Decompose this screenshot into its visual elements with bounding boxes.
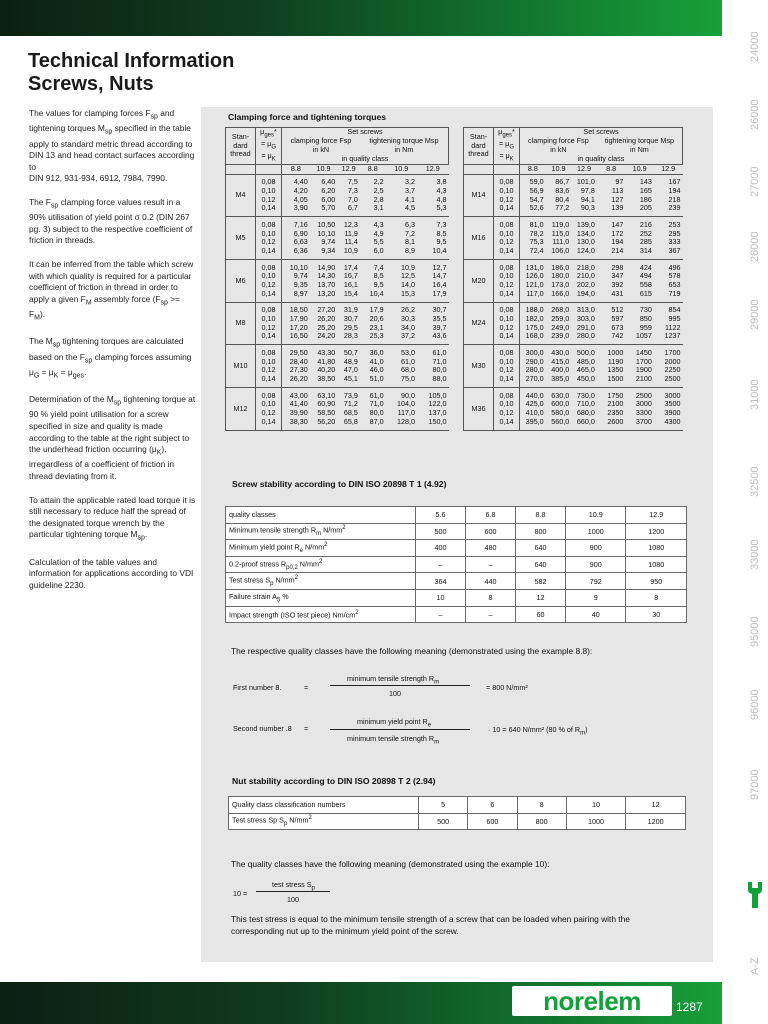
table-cell: 950: [626, 573, 687, 590]
row-label: Minimum yield point $R_e$ $N/mm^2$: [226, 540, 416, 557]
table-cell: 6,40 6,20 6,00 5,70: [310, 174, 338, 217]
table-cell: 12: [515, 589, 565, 606]
first-denominator: 100: [389, 689, 401, 698]
table-cell: 29,50 28,40 27,30 26,20: [282, 345, 310, 388]
mu-values: 0,08 0,10 0,12 0,14: [494, 302, 520, 345]
tightening-torque-header: tightening torque Msp in Nm: [360, 137, 449, 155]
mu-values: 0,08 0,10 0,12 0,14: [494, 260, 520, 303]
side-tab-96000[interactable]: 96000: [749, 689, 761, 720]
side-tab-32500[interactable]: 32500: [749, 466, 761, 497]
thread-size: M16: [464, 217, 494, 260]
second-number-label: Second number .8: [233, 724, 292, 733]
table-cell: 500: [419, 813, 468, 830]
row-label: Quality class classification numbers: [229, 797, 419, 814]
table-cell: 5: [419, 797, 468, 814]
table-cell: –: [465, 556, 515, 573]
table-cell: 53,0 61,0 68,0 75,0: [386, 345, 417, 388]
table-cell: 97 113 127 139: [597, 174, 626, 217]
table-cell: 900: [565, 540, 626, 557]
side-tab-28000[interactable]: 28000: [749, 231, 761, 262]
table-cell: 1750 2100 2350 2600: [597, 388, 626, 431]
table-cell: 1000: [566, 813, 626, 830]
table-cell: 12.9: [626, 507, 687, 524]
wrench-icon: [746, 880, 764, 910]
quality-col-header: 10.9: [625, 165, 654, 175]
table-cell: 480: [465, 540, 515, 557]
table-cell: 167 194 218 239: [654, 174, 683, 217]
second-eq: =: [304, 724, 309, 733]
brand-logo-text: norelem: [543, 985, 641, 1016]
table-cell: 90,0 104,0 117,0 128,0: [386, 388, 417, 431]
table-cell: 59,0 56,9 54,7 52,6: [520, 174, 546, 217]
side-tab-95000[interactable]: 95000: [749, 616, 761, 647]
first-numerator: minimum tensile strength $R_m$: [347, 674, 440, 686]
table-cell: 139,0 134,0 130,0 124,0: [571, 217, 597, 260]
table-cell: 10: [416, 589, 466, 606]
table-cell: 730 850 959 1057: [625, 302, 654, 345]
table-row: [226, 507, 687, 524]
table-row: [226, 540, 687, 557]
table-cell: 313,0 303,0 291,0 280,0: [571, 302, 597, 345]
table-cell: –: [416, 556, 466, 573]
table-cell: 1200: [626, 813, 686, 830]
quality-col-header: 12.9: [654, 165, 683, 175]
table-cell: 3000 3500 3900 4300: [654, 388, 683, 431]
table-cell: 298 347 392 431: [597, 260, 626, 303]
intro-paragraph: The values for clamping forces $F_{sp}$ and tightening torques $M_{sp}$ specified in the table apply to standard metric thread according to DIN 13 and head contact surfaces according to DIN 912, 931-934, 6912, 7984, 7990.: [29, 108, 195, 184]
mu-values: 0,08 0,10 0,12 0,14: [256, 260, 282, 303]
table-cell: 12,3 11,9 11,4 10,9: [337, 217, 360, 260]
table-cell: 7,5 7,3 7,0 6,7: [337, 174, 360, 217]
top-gradient-bar: [0, 0, 722, 36]
table-cell: 26,2 30,3 34,0 37,2: [386, 302, 417, 345]
quality-col-header: 8.8: [360, 165, 386, 175]
row-label: Impact strength (ISO test piece) $Nm/cm^2$: [226, 606, 416, 623]
table-cell: 5.6: [416, 507, 466, 524]
table-cell: 10: [566, 797, 626, 814]
intro-text-column: [29, 108, 197, 603]
nut-stability-heading: Nut stability according to DIN ISO 20898 T 2 (2.94): [232, 776, 436, 786]
side-tab-a-z[interactable]: A-Z: [749, 957, 761, 975]
screw-stability-table: [225, 506, 687, 623]
table-cell: 1700 2000 2250 2500: [654, 345, 683, 388]
table-cell: 600: [465, 523, 515, 540]
thread-size: M24: [464, 302, 494, 345]
table-cell: 50,7 48,9 47,0 45,1: [337, 345, 360, 388]
table-cell: 440,0 425,0 410,0 395,0: [520, 388, 546, 431]
right-tab-column: [722, 36, 768, 982]
table-cell: 792: [565, 573, 626, 590]
table-cell: 424 494 558 615: [625, 260, 654, 303]
nut-denominator: 100: [287, 895, 299, 904]
table-cell: 600: [468, 813, 517, 830]
second-denominator: minimum tensile strength $R_m$: [347, 734, 440, 746]
row-label: 0.2-proof stress $R_{p0,2}$ $N/mm^2$: [226, 556, 416, 573]
second-fraction-bar: [330, 729, 470, 730]
table-cell: 73,9 71,2 68,5 65,8: [337, 388, 360, 431]
side-tab-33000[interactable]: 33000: [749, 539, 761, 570]
table-cell: 8: [465, 589, 515, 606]
table-cell: 36,0 41,0 46,0 51,0: [360, 345, 386, 388]
thread-size: M36: [464, 388, 494, 431]
intro-paragraph: Determination of the $M_{sp}$ tightening torque at 90 % yield point utilisation for a screw specified in size and quality is made according to the table at the right subject to the underhead friction occurring $(\mu_K)$, irregardless of a coefficient of friction in thread deviating from it.: [29, 394, 196, 481]
table-cell: 640: [515, 540, 565, 557]
table-cell: 81,0 78,2 75,3 72,4: [520, 217, 546, 260]
set-screws-header: Set screws: [520, 128, 683, 138]
table-cell: 61,0 71,0 80,0 88,0: [417, 345, 448, 388]
table-cell: 430,0 415,0 400,0 385,0: [546, 345, 572, 388]
table-cell: 18,50 17,90 17,20 16,50: [282, 302, 310, 345]
table-cell: 268,0 259,0 249,0 239,0: [546, 302, 572, 345]
table-row: [226, 573, 687, 590]
screw-stability-heading: Screw stability according to DIN ISO 20898 T 1 (4.92): [232, 479, 447, 489]
table-cell: 8.8: [515, 507, 565, 524]
second-numerator: minimum yield point $R_e$: [357, 717, 432, 729]
table-cell: 496 578 653 719: [654, 260, 683, 303]
table-cell: 119,0 115,0 111,0 106,0: [546, 217, 572, 260]
table-cell: 8: [517, 797, 566, 814]
page-number: 1287: [676, 1000, 703, 1014]
nut-fraction-bar: [256, 891, 330, 892]
thread-size: M6: [226, 260, 256, 303]
table-cell: 61,0 71,0 80,0 87,0: [360, 388, 386, 431]
table-cell: 40: [565, 606, 626, 623]
clamping-heading: Clamping force and tightening torques: [228, 112, 387, 122]
table-cell: 1080: [626, 540, 687, 557]
table-cell: 14,90 14,30 13,70 13,20: [310, 260, 338, 303]
table-row: [226, 589, 687, 606]
table-cell: 2,2 2,5 2,8 3,1: [360, 174, 386, 217]
intro-paragraph: The $M_{sp}$ tightening torques are calculated based on the $F_{sp}$ clamping forces assuming $\mu_G = \mu_K = \mu_{ges}$.: [29, 336, 192, 380]
first-fraction-bar: [330, 685, 470, 686]
table-cell: 10.9: [565, 507, 626, 524]
quality-col-header: 8.8: [597, 165, 626, 175]
thread-size: M8: [226, 302, 256, 345]
table-cell: 10,9 12,5 14,0 15,3: [386, 260, 417, 303]
intro-paragraph: Calculation of the table values and information for applications according to VDI guideline 2230.: [29, 556, 194, 590]
table-cell: 63,10 60,90 58,50 56,20: [310, 388, 338, 431]
table-cell: 730,0 710,0 680,0 660,0: [571, 388, 597, 431]
table-cell: 186,0 180,0 173,0 166,0: [546, 260, 572, 303]
table-cell: 300,0 290,0 280,0 270,0: [520, 345, 546, 388]
meaning-intro: The respective quality classes have the following meaning (demonstrated using the example 8.8):: [231, 646, 593, 656]
in-quality-header: in quality class: [520, 155, 683, 165]
clamping-force-header: clamping force Fsp in kN: [520, 137, 597, 155]
table-cell: 854 995 1122 1237: [654, 302, 683, 345]
table-cell: 500: [416, 523, 466, 540]
thread-size: M20: [464, 260, 494, 303]
table-row: [229, 797, 686, 814]
table-cell: 6: [468, 797, 517, 814]
row-label: Test stress Sp $S_p$ $N/mm^2$: [229, 813, 419, 830]
first-eq: =: [304, 683, 309, 692]
table-cell: 3,8 4,3 4,8 5,3: [417, 174, 448, 217]
first-number-label: First number 8.: [233, 683, 282, 692]
row-label: quality classes: [226, 507, 416, 524]
table-cell: 7,3 8,5 9,5 10,4: [417, 217, 448, 260]
table-cell: 101,0 97,8 94,1 90,3: [571, 174, 597, 217]
clamping-table-right: [463, 127, 683, 431]
side-tab-27000[interactable]: 27000: [749, 166, 761, 197]
table-cell: 10,10 9,74 9,35 8,97: [282, 260, 310, 303]
nut-meaning-intro: The quality classes have the following meaning (demonstrated using the example 10):: [231, 859, 550, 869]
table-cell: 30,7 35,5 39,7 43,6: [417, 302, 448, 345]
side-tab-97000[interactable]: 97000: [749, 769, 761, 800]
title-line-2: Screws, Nuts: [28, 73, 154, 95]
table-cell: 31,9 30,7 29,5 28,3: [337, 302, 360, 345]
nut-stability-table: [228, 796, 686, 830]
table-cell: 6,3 7,2 8,1 8,9: [386, 217, 417, 260]
table-cell: 43,00 41,40 39,90 38,30: [282, 388, 310, 431]
table-cell: 400: [416, 540, 466, 557]
thread-size: M14: [464, 174, 494, 217]
mu-values: 0,08 0,10 0,12 0,14: [256, 174, 282, 217]
table-cell: 2500 3000 3300 3700: [625, 388, 654, 431]
row-label: Minimum tensile strength $R_m$ $N/mm^2$: [226, 523, 416, 540]
table-row: [226, 556, 687, 573]
table-cell: 364: [416, 573, 466, 590]
table-cell: 7,16 6,90 6,63 6,36: [282, 217, 310, 260]
thread-size: M10: [226, 345, 256, 388]
quality-col-header: 8.8: [520, 165, 546, 175]
intro-paragraph: It can be inferred from the table which screw with which quality is required for a particular coefficient of friction in thread in order to apply a given $F_M$ assembly force $(F_{sp} >= F_M)$.: [29, 258, 194, 322]
side-tab-24000[interactable]: 24000: [749, 31, 761, 62]
table-cell: 147 172 194 214: [597, 217, 626, 260]
table-cell: 1450 1700 1900 2100: [625, 345, 654, 388]
mu-header: $\mu_{ges}*$ = $\mu_G$ = $\mu_K$: [494, 128, 520, 165]
table-cell: 218,0 210,0 202,0 194,0: [571, 260, 597, 303]
table-cell: 900: [565, 556, 626, 573]
table-cell: 12: [626, 797, 686, 814]
mu-values: 0,08 0,10 0,12 0,14: [494, 388, 520, 431]
side-tab-31000[interactable]: 31000: [749, 379, 761, 410]
table-cell: –: [416, 606, 466, 623]
std-thread-header: Stan- dard thread: [226, 128, 256, 165]
table-cell: 512 597 673 742: [597, 302, 626, 345]
std-thread-header: Stan- dard thread: [464, 128, 494, 165]
quality-col-header: 12.9: [417, 165, 448, 175]
thread-size: M4: [226, 174, 256, 217]
table-cell: 188,0 182,0 175,0 168,0: [520, 302, 546, 345]
thread-size: M12: [226, 388, 256, 431]
intro-paragraph: To attain the applicable rated load torque it is still necessary to reduce half the spread of the designated torque wrench by the particular tightening torque $M_{sp}$.: [29, 494, 196, 543]
table-cell: 9: [565, 589, 626, 606]
mu-values: 0,08 0,10 0,12 0,14: [256, 302, 282, 345]
table-cell: 105,0 122,0 137,0 150,0: [417, 388, 448, 431]
mu-values: 0,08 0,10 0,12 0,14: [256, 345, 282, 388]
table-cell: 8: [626, 589, 687, 606]
table-cell: 27,20 26,20 25,20 24,20: [310, 302, 338, 345]
table-cell: 1000: [565, 523, 626, 540]
table-cell: 17,4 16,7 16,1 15,4: [337, 260, 360, 303]
nut-lhs: 10 =: [233, 889, 248, 898]
row-label: Failure strain $A_5$ %: [226, 589, 416, 606]
table-cell: 582: [515, 573, 565, 590]
mu-header: $\mu_{ges}*$ = $\mu_G$ = $\mu_K$: [256, 128, 282, 165]
table-cell: 800: [515, 523, 565, 540]
clamping-table-left: [225, 127, 449, 431]
quality-col-header: 12.9: [337, 165, 360, 175]
table-cell: 500,0 485,0 465,0 450,0: [571, 345, 597, 388]
page-title: [28, 50, 234, 96]
table-cell: 630,0 600,0 580,0 560,0: [546, 388, 572, 431]
mu-values: 0,08 0,10 0,12 0,14: [256, 388, 282, 431]
table-cell: 3,2 3,7 4,1 4,5: [386, 174, 417, 217]
nut-meaning-outro: This test stress is equal to the minimum tensile strength of a screw that can be loaded when pairing with the corresponding nut up to the minimum yield point of the screw.: [231, 914, 630, 936]
first-result: = 800 N/mm²: [486, 683, 528, 692]
table-cell: 30: [626, 606, 687, 623]
table-cell: 216 252 285 314: [625, 217, 654, 260]
table-cell: 640: [515, 556, 565, 573]
table-cell: 12,7 14,7 16,4 17,9: [417, 260, 448, 303]
thread-size: M30: [464, 345, 494, 388]
quality-col-header: 10.9: [310, 165, 338, 175]
tightening-torque-header: tightening torque Msp in Nm: [597, 137, 683, 155]
quality-col-header: 10.9: [546, 165, 572, 175]
table-cell: 1000 1190 1350 1500: [597, 345, 626, 388]
mu-values: 0,08 0,10 0,12 0,14: [494, 345, 520, 388]
table-cell: 60: [515, 606, 565, 623]
brand-logo: [512, 986, 672, 1016]
table-cell: 4,3 4,9 5,5 6,0: [360, 217, 386, 260]
table-cell: 440: [465, 573, 515, 590]
side-tab-29000[interactable]: 29000: [749, 299, 761, 330]
top-bar-gap: [722, 0, 768, 36]
table-cell: 4,40 4,20 4,05 3,90: [282, 174, 310, 217]
quality-col-header: 12.9: [571, 165, 597, 175]
table-row: [226, 606, 687, 623]
table-cell: 7,4 8,5 9,5 10,4: [360, 260, 386, 303]
row-label: Test stress $S_p$ $N/mm^2$: [226, 573, 416, 590]
table-cell: 17,9 20,6 23,1 25,3: [360, 302, 386, 345]
table-cell: 1200: [626, 523, 687, 540]
side-tab-26000[interactable]: 26000: [749, 99, 761, 130]
table-cell: 10,50 10,10 9,74 9,34: [310, 217, 338, 260]
set-screws-header: Set screws: [282, 128, 449, 138]
title-line-1: Technical Information: [28, 50, 235, 72]
mu-values: 0,08 0,10 0,12 0,14: [494, 217, 520, 260]
table-row: [229, 813, 686, 830]
table-cell: –: [465, 606, 515, 623]
nut-numerator: test stress $S_p$: [272, 880, 315, 892]
table-cell: 86,7 83,6 80,4 77,2: [546, 174, 572, 217]
thread-size: M5: [226, 217, 256, 260]
intro-paragraph: The $F_{sp}$ clamping force values result in a 90% utilisation of yield point σ 0.2 (DIN 267 pg. 3) subject to the respective coefficient of friction in threads.: [29, 196, 193, 246]
table-cell: 131,0 126,0 121,0 117,0: [520, 260, 546, 303]
table-cell: 6.8: [465, 507, 515, 524]
table-cell: 800: [517, 813, 566, 830]
quality-col-header: 10.9: [386, 165, 417, 175]
table-cell: 1080: [626, 556, 687, 573]
table-cell: 253 295 333 367: [654, 217, 683, 260]
clamping-force-header: clamping force Fsp in kN: [282, 137, 360, 155]
quality-col-header: 8.8: [282, 165, 310, 175]
second-result: · 10 = 640 N/mm² (80 % of $R_m$): [488, 725, 588, 737]
table-row: [226, 523, 687, 540]
mu-values: 0,08 0,10 0,12 0,14: [256, 217, 282, 260]
table-cell: 43,30 41,80 40,20 38,50: [310, 345, 338, 388]
in-quality-header: in quality class: [282, 155, 449, 165]
mu-values: 0,08 0,10 0,12 0,14: [494, 174, 520, 217]
table-cell: 143 165 186 205: [625, 174, 654, 217]
